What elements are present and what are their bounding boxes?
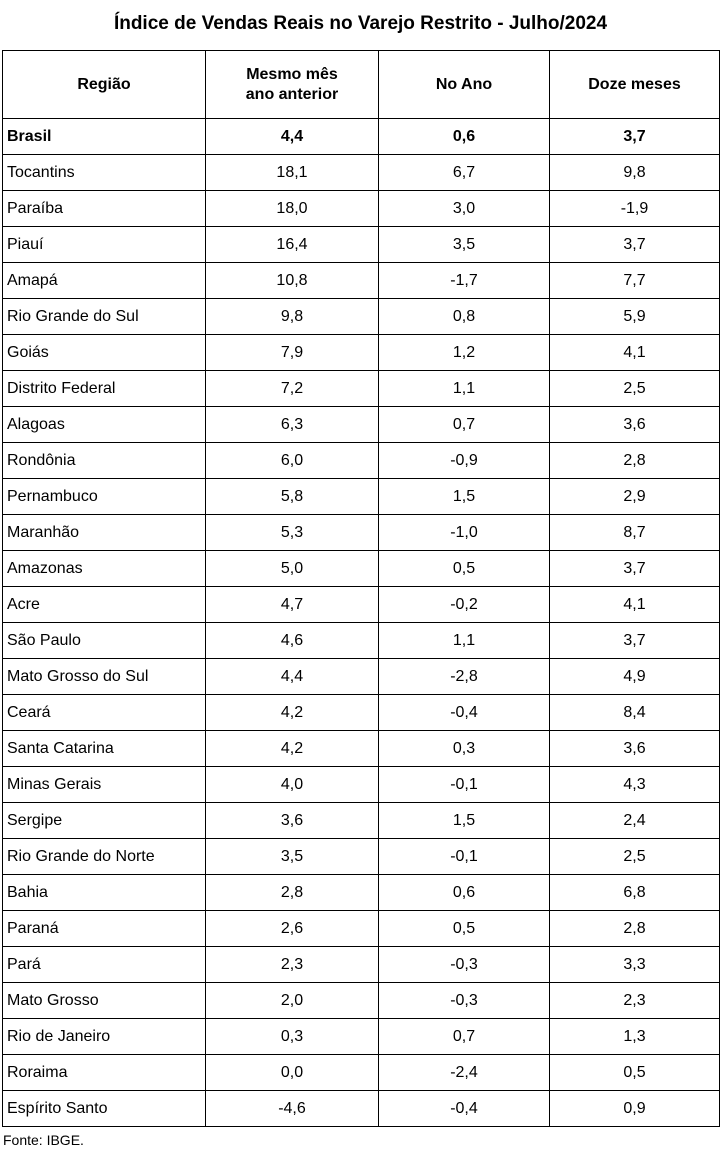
- cell-doze-meses: 0,5: [550, 1055, 720, 1091]
- cell-regiao: Bahia: [3, 875, 206, 911]
- cell-no-ano: 1,5: [379, 803, 550, 839]
- cell-mesmo-mes: 4,2: [206, 731, 379, 767]
- table-row: [3, 587, 720, 623]
- cell-regiao: Ceará: [3, 695, 206, 731]
- cell-regiao: Minas Gerais: [3, 767, 206, 803]
- table-row: [3, 1055, 720, 1091]
- table-row: [3, 443, 720, 479]
- cell-doze-meses: 3,7: [550, 551, 720, 587]
- cell-regiao: Acre: [3, 587, 206, 623]
- cell-doze-meses: 3,6: [550, 407, 720, 443]
- cell-no-ano: -2,8: [379, 659, 550, 695]
- cell-regiao: Pará: [3, 947, 206, 983]
- cell-mesmo-mes: 16,4: [206, 227, 379, 263]
- cell-no-ano: 0,5: [379, 551, 550, 587]
- cell-mesmo-mes: 6,0: [206, 443, 379, 479]
- table-row: [3, 839, 720, 875]
- table-row: [3, 947, 720, 983]
- cell-no-ano: 3,5: [379, 227, 550, 263]
- cell-no-ano: -0,3: [379, 947, 550, 983]
- table-row: [3, 695, 720, 731]
- header-mesmo-mes: Mesmo mês ano anterior: [206, 51, 379, 119]
- cell-mesmo-mes: 18,0: [206, 191, 379, 227]
- cell-no-ano: -0,4: [379, 695, 550, 731]
- table-row: [3, 479, 720, 515]
- cell-mesmo-mes: 3,5: [206, 839, 379, 875]
- cell-regiao: Piauí: [3, 227, 206, 263]
- cell-doze-meses: 8,7: [550, 515, 720, 551]
- table-body: [3, 119, 720, 1127]
- cell-no-ano: 0,3: [379, 731, 550, 767]
- cell-regiao: Mato Grosso: [3, 983, 206, 1019]
- cell-mesmo-mes: 5,8: [206, 479, 379, 515]
- cell-doze-meses: 2,4: [550, 803, 720, 839]
- table-row: [3, 155, 720, 191]
- cell-mesmo-mes: 7,2: [206, 371, 379, 407]
- table-row: [3, 623, 720, 659]
- cell-doze-meses: 1,3: [550, 1019, 720, 1055]
- table-row: [3, 731, 720, 767]
- cell-doze-meses: 3,7: [550, 119, 720, 155]
- cell-regiao: Paraná: [3, 911, 206, 947]
- header-row: [3, 51, 720, 119]
- table-row: [3, 983, 720, 1019]
- cell-no-ano: -1,0: [379, 515, 550, 551]
- cell-no-ano: 1,1: [379, 623, 550, 659]
- cell-mesmo-mes: 5,0: [206, 551, 379, 587]
- cell-no-ano: -0,3: [379, 983, 550, 1019]
- cell-regiao: Santa Catarina: [3, 731, 206, 767]
- cell-no-ano: 3,0: [379, 191, 550, 227]
- table-row: [3, 659, 720, 695]
- cell-no-ano: 0,6: [379, 119, 550, 155]
- table-title: Índice de Vendas Reais no Varejo Restrito - Julho/2024: [113, 13, 608, 34]
- cell-regiao: Espírito Santo: [3, 1091, 206, 1127]
- cell-mesmo-mes: 4,0: [206, 767, 379, 803]
- cell-mesmo-mes: 3,6: [206, 803, 379, 839]
- table-row: [3, 371, 720, 407]
- cell-doze-meses: 4,1: [550, 335, 720, 371]
- cell-doze-meses: 2,5: [550, 371, 720, 407]
- cell-regiao: Rio Grande do Norte: [3, 839, 206, 875]
- cell-regiao: Pernambuco: [3, 479, 206, 515]
- cell-mesmo-mes: 4,4: [206, 119, 379, 155]
- cell-mesmo-mes: 4,6: [206, 623, 379, 659]
- cell-doze-meses: 5,9: [550, 299, 720, 335]
- table-row: [3, 1091, 720, 1127]
- header-regiao: Região: [3, 51, 206, 119]
- header-no-ano: No Ano: [379, 51, 550, 119]
- table-row: [3, 299, 720, 335]
- cell-doze-meses: 8,4: [550, 695, 720, 731]
- cell-doze-meses: 3,7: [550, 623, 720, 659]
- cell-regiao: Goiás: [3, 335, 206, 371]
- retail-sales-table: [2, 50, 720, 1127]
- cell-mesmo-mes: 9,8: [206, 299, 379, 335]
- cell-mesmo-mes: 2,3: [206, 947, 379, 983]
- cell-no-ano: 1,1: [379, 371, 550, 407]
- cell-mesmo-mes: 18,1: [206, 155, 379, 191]
- table-row: [3, 335, 720, 371]
- table-row: [3, 767, 720, 803]
- cell-doze-meses: 2,8: [550, 911, 720, 947]
- cell-mesmo-mes: 4,7: [206, 587, 379, 623]
- cell-regiao: Roraima: [3, 1055, 206, 1091]
- cell-mesmo-mes: 5,3: [206, 515, 379, 551]
- cell-doze-meses: 3,7: [550, 227, 720, 263]
- cell-no-ano: -0,4: [379, 1091, 550, 1127]
- cell-no-ano: -1,7: [379, 263, 550, 299]
- cell-no-ano: 0,8: [379, 299, 550, 335]
- cell-doze-meses: 4,3: [550, 767, 720, 803]
- cell-doze-meses: 2,8: [550, 443, 720, 479]
- table-row: [3, 191, 720, 227]
- cell-doze-meses: 3,3: [550, 947, 720, 983]
- table-row: [3, 803, 720, 839]
- source-note: Fonte: IBGE.: [3, 1132, 84, 1148]
- cell-no-ano: -0,9: [379, 443, 550, 479]
- cell-no-ano: -2,4: [379, 1055, 550, 1091]
- cell-mesmo-mes: 2,8: [206, 875, 379, 911]
- cell-doze-meses: 4,9: [550, 659, 720, 695]
- cell-doze-meses: 6,8: [550, 875, 720, 911]
- cell-mesmo-mes: -4,6: [206, 1091, 379, 1127]
- cell-regiao: Mato Grosso do Sul: [3, 659, 206, 695]
- cell-regiao: São Paulo: [3, 623, 206, 659]
- table-row: [3, 551, 720, 587]
- cell-no-ano: -0,1: [379, 767, 550, 803]
- cell-doze-meses: 3,6: [550, 731, 720, 767]
- cell-mesmo-mes: 7,9: [206, 335, 379, 371]
- cell-mesmo-mes: 0,3: [206, 1019, 379, 1055]
- cell-doze-meses: -1,9: [550, 191, 720, 227]
- table-row: [3, 263, 720, 299]
- cell-mesmo-mes: 2,0: [206, 983, 379, 1019]
- table-row: [3, 119, 720, 155]
- cell-mesmo-mes: 0,0: [206, 1055, 379, 1091]
- cell-no-ano: 1,2: [379, 335, 550, 371]
- cell-doze-meses: 2,9: [550, 479, 720, 515]
- cell-doze-meses: 9,8: [550, 155, 720, 191]
- cell-regiao: Brasil: [3, 119, 206, 155]
- cell-regiao: Tocantins: [3, 155, 206, 191]
- cell-regiao: Alagoas: [3, 407, 206, 443]
- cell-regiao: Distrito Federal: [3, 371, 206, 407]
- table-row: [3, 911, 720, 947]
- cell-doze-meses: 2,5: [550, 839, 720, 875]
- header-doze-meses: Doze meses: [550, 51, 720, 119]
- cell-no-ano: -0,1: [379, 839, 550, 875]
- cell-no-ano: 0,5: [379, 911, 550, 947]
- cell-mesmo-mes: 4,4: [206, 659, 379, 695]
- cell-regiao: Amapá: [3, 263, 206, 299]
- cell-regiao: Maranhão: [3, 515, 206, 551]
- cell-regiao: Sergipe: [3, 803, 206, 839]
- cell-regiao: Amazonas: [3, 551, 206, 587]
- cell-mesmo-mes: 10,8: [206, 263, 379, 299]
- table-row: [3, 515, 720, 551]
- cell-doze-meses: 7,7: [550, 263, 720, 299]
- cell-no-ano: 6,7: [379, 155, 550, 191]
- table-row: [3, 875, 720, 911]
- table-row: [3, 407, 720, 443]
- cell-mesmo-mes: 4,2: [206, 695, 379, 731]
- cell-no-ano: 0,7: [379, 1019, 550, 1055]
- cell-regiao: Paraíba: [3, 191, 206, 227]
- cell-no-ano: 0,7: [379, 407, 550, 443]
- cell-doze-meses: 0,9: [550, 1091, 720, 1127]
- cell-regiao: Rio Grande do Sul: [3, 299, 206, 335]
- table-row: [3, 227, 720, 263]
- cell-mesmo-mes: 6,3: [206, 407, 379, 443]
- table-row: [3, 1019, 720, 1055]
- cell-no-ano: 1,5: [379, 479, 550, 515]
- cell-no-ano: 0,6: [379, 875, 550, 911]
- cell-doze-meses: 4,1: [550, 587, 720, 623]
- cell-regiao: Rondônia: [3, 443, 206, 479]
- cell-regiao: Rio de Janeiro: [3, 1019, 206, 1055]
- cell-doze-meses: 2,3: [550, 983, 720, 1019]
- cell-no-ano: -0,2: [379, 587, 550, 623]
- cell-mesmo-mes: 2,6: [206, 911, 379, 947]
